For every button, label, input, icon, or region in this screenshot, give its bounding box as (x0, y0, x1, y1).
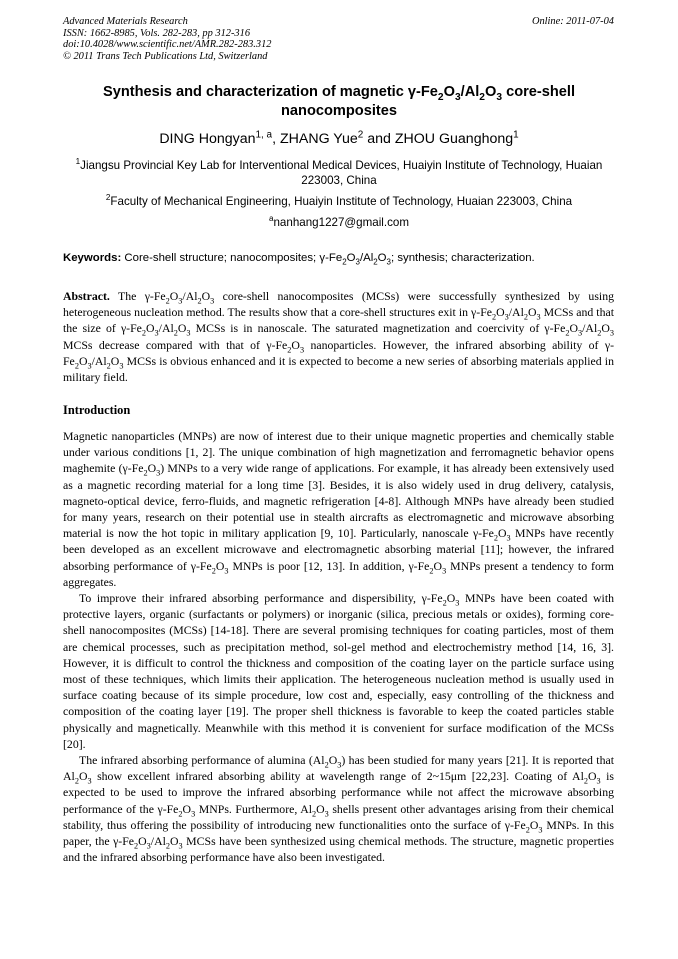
affiliation-2: $^2$Faculty of Mechanical Engineering, Huaiyin Institute of Technology, Huaian 223003, China (105, 193, 573, 208)
abstract (63, 288, 614, 385)
online-date: Online: 2011-07-04 (531, 16, 614, 27)
intro-paragraph-2: To improve their infrared absorbing performance and dispersibility, $\gamma-Fe_2O_3$ MNPs have been coated with protective layers, organic (surfactants or polymers) or inorganic (silica, precious metals or oxides), forming core-shell nanocomposites (MCSs) [14-18]. There are several promising techniques for coating particles, most of them are chemical processes, such as precipitation method, sol-gel method and electrochemistry method [14, 16, 3]. However, it is difficult to control the thickness and composition of the coating layer on the particle surface using most of these techniques, which limits their application. The heterogeneous nucleation method is usually used in surface coating because of its simple procedure, low cost and, especially, easy controlling of the thickness and composition of the coating layer [19]. The proper shell thickness is favorable to keep the coated particles stable physically and magnetically. Meanwhile with this method it is convenient for surface modification of the MCSs [20]. (63, 591, 614, 751)
abstract-paragraph: Abstract. The $\gamma-Fe_2O_3/Al_2O_3$ core-shell nanocomposites (MCSs) were successfully synthesized by using heterogeneous nucleation method. The results show that a core-shell structures exit in $\gamma-Fe_2O_3/Al_2O_3$ MCSs and that the size of $\gamma-Fe_2O_3/Al_2O_3$ MCSs is in nanoscale. The saturated magnetization and coercivity of $\gamma-Fe_2O_3/Al_2O_3$ MCSs decrease compared with that of $\gamma-Fe_2O_3$ nanoparticles. However, the infrared absorbing ability of $\gamma-Fe_2O_3/Al_2O_3$ MCSs is obvious enhanced and it is expected to become a new series of absorbing materials applied in military field. (63, 289, 614, 385)
journal-name: Advanced Materials Research (63, 16, 188, 27)
author-list: DING Hongyan$^{1, a}$, ZHANG Yue$^2$ and ZHOU Guanghong$^1$ (159, 129, 519, 147)
doi-line: doi:10.4028/www.scientific.net/AMR.282-283.312 (63, 39, 272, 51)
journal-header (63, 16, 271, 62)
keywords: Keywords: Core-shell structure; nanocomposites; $\gamma-Fe_2O_3/Al_2O_3$; synthesis; characterization. (63, 252, 535, 267)
copyright-line: © 2011 Trans Tech Publications Ltd, Switzerland (63, 50, 268, 62)
issn-line: ISSN: 1662-8985, Vols. 282-283, pp 312-316 (63, 27, 251, 39)
author-email: $^a$nanhang1227@gmail.com (268, 214, 410, 229)
introduction-body (63, 428, 614, 865)
intro-paragraph-3: The infrared absorbing performance of alumina $(Al_2O_3)$ has been studied for many years [21]. It is reported that $Al_2O_3$ show excellent infrared absorbing ability at wavelength range of 2~15μm [22,23]. Coating of $Al_2O_3$ is expected to be used to improve the infrared absorbing performance while not affect the microwave absorbing performance of the $\gamma-Fe_2O_3$ MNPs. Furthermore, $Al_2O_3$ shells present other advantages arising from their chemical stability, thus offering the possibility of introducing new functionalities onto the surface of $\gamma-Fe_2O_3$ MNPs. In this paper, the $\gamma-Fe_2O_3/Al_2O_3$ MCSs have been synthesized using chemical methods. The structure, magnetic properties and the infrared absorbing performance have also been investigated. (63, 753, 615, 865)
abstract-label: Abstract. (63, 289, 110, 303)
paper-title: Synthesis and characterization of magnetic $\gamma-Fe_2O_3/Al_2O_3$ core-shell nanocomposites (102, 84, 576, 119)
keywords-label: Keywords: (63, 252, 122, 264)
affiliation-1: $^1$Jiangsu Provincial Key Lab for Interventional Medical Devices, Huaiyin Institute of Technology, Huaian 223003, China (75, 157, 603, 187)
section-heading-introduction: Introduction (63, 403, 131, 417)
intro-paragraph-1: Magnetic nanoparticles (MNPs) are now of interest due to their unique magnetic properties and chemically stable under various conditions [1, 2]. The unique combination of high magnetization and ferromagnetic behavior opens maghemite $(\gamma-Fe_2O_3)$ MNPs to a very wide range of applications. For example, it has already been extensively used as a magnetic recording material for a long time [3]. Besides, it is also widely used in drug delivery, catalysis, magneto-optical device, ferro-fluids, and magnetic refrigeration [4-8]. Although MNPs have already been studied for many years, research on their potential use in stealth aircrafts as electromagnetic and microwave absorbing material is now the hot topic in military application [9, 10]. Particularly, nanoscale $\gamma-Fe_2O_3$ MNPs have recently been developed as an excellent microwave and electromagnetic absorbing material [11]; however, the infrared absorbing performance of $\gamma-Fe_2O_3$ MNPs is poor [12, 13]. In addition, $\gamma-Fe_2O_3$ MNPs present a tendency to form aggregates. (63, 429, 614, 589)
